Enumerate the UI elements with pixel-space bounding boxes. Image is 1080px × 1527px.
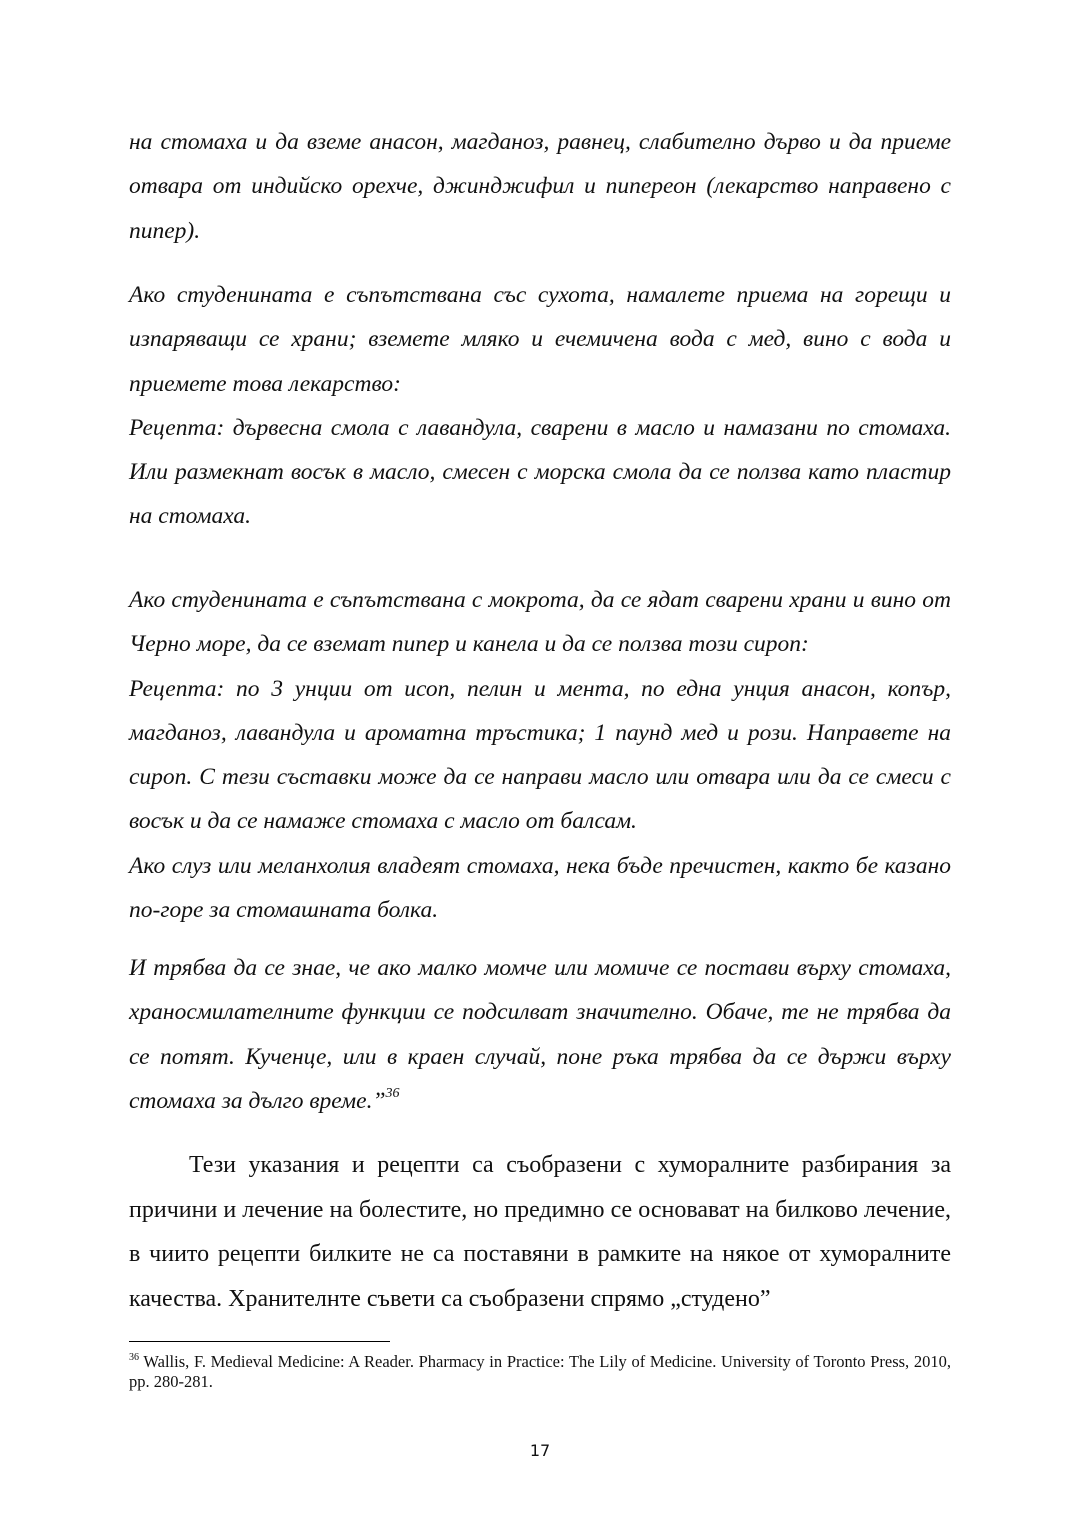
quote-paragraph-4: Ако студенината е съпътствана с мокрота, да се ядат сварени храни и вино от Черно море, да се вземат пипер и канела и да се ползва този сироп: [129, 587, 951, 658]
footnote [129, 1352, 951, 1392]
quote-paragraph-6: Ако слуз или меланхолия владеят стомаха, нека бъде пречистен, както бе казано по-горе за стомашната болка. [129, 852, 951, 924]
quote-paragraph-2: Ако студенината е съпътствана със сухота, намалете приема на горещи и изпаряващи се храни; вземете мляко и ечемичена вода с мед, вино с вода и приемете това лекарство: [129, 282, 951, 397]
quote-paragraph-5: Рецепта: по 3 унции от исоп, пелин и мента, по една унция анасон, копър, магданоз, лавандула и ароматна тръстика; 1 паунд мед и рози. Направете на сироп. С тези съставки може да се направи масло или отвара или да се смеси с восък и да се намаже стомаха с масло от балсам. [129, 675, 951, 835]
quote-paragraph-7 [129, 946, 951, 1123]
quote-block-4 [129, 946, 951, 1123]
footnote-reference: 36 [385, 1086, 400, 1102]
body-text [129, 1143, 951, 1321]
quote-block-1 [129, 120, 951, 253]
page-number: 17 [529, 1441, 551, 1460]
quote-block-2 [129, 273, 951, 539]
footnote-separator [129, 1341, 390, 1342]
footnote-text: Wallis, F. Medieval Medicine: A Reader. Pharmacy in Practice: The Lily of Medicine. University of Toronto Press, 2010, pp. 280-281. [129, 1352, 951, 1391]
quote-paragraph-7-text: И трябва да се знае, че ако малко момче или момиче се постави върху стомаха, храносмилателните функции се подсилват значително. Обаче, те не трябва да се потят. Кученце, или в краен случай, поне ръка трябва да се държи върху стомаха за дълго време.” [129, 955, 951, 1114]
body-paragraph-1: Тези указания и рецепти са съобразени с хуморалните разбирания за причини и лечение на болестите, но предимно се основават на билково лечение, в чиито рецепти билките не са поставяни в рамките на някое от хуморалните качества. Хранителнте съвети са съобразени спрямо „студено” [129, 1152, 951, 1312]
quote-block-3 [129, 578, 951, 932]
footnote-number: 36 [129, 1351, 139, 1363]
quote-paragraph-3: Рецепта: дървесна смола с лавандула, сварени в масло и намазани по стомаха. Или размекнат восък в масло, смесен с морска смола да се ползва като пластир на стомаха. [129, 414, 951, 530]
quote-paragraph-1: на стомаха и да вземе анасон, магданоз, равнец, слабително дърво и да приеме отвара от индийско орехче, джинджифил и пипереон (лекарство направено с пипер). [129, 129, 951, 244]
